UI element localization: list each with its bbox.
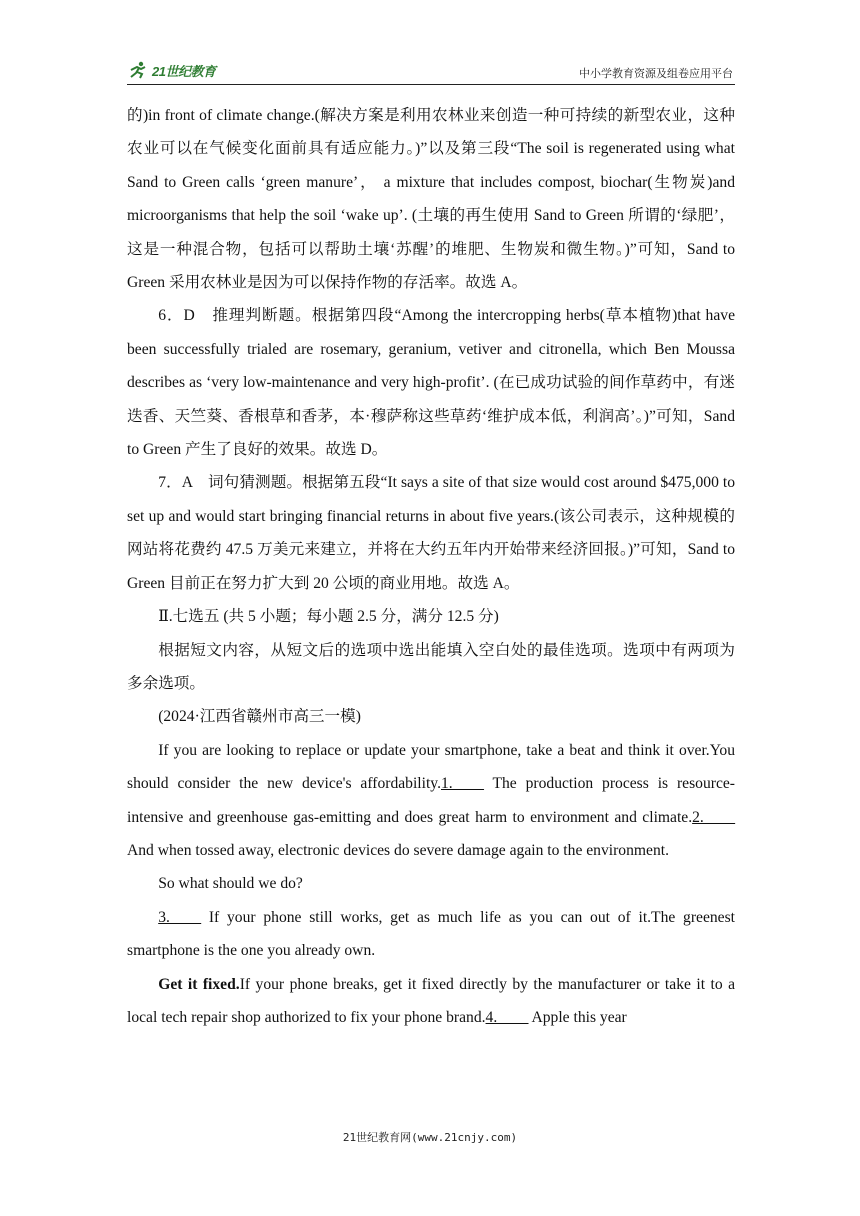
passage-paragraph-1 bbox=[127, 734, 735, 868]
blank-1: 1.____ bbox=[440, 775, 484, 793]
page-header bbox=[127, 58, 735, 85]
site-logo bbox=[127, 60, 215, 80]
passage-paragraph-3 bbox=[127, 901, 735, 968]
blank-3: 3.____ bbox=[158, 908, 202, 926]
blank-2: 2.____ bbox=[692, 808, 735, 826]
paragraph-answer-5-cont: 的)in front of climate change.(解决方案是利用农林业来创造一种可持续的新型农业，这种农业可以在气候变化面前具有适应能力。)”以及第三段“The soil is regenerated using what Sand to Green calls ‘green manure’， a mixture that includes compost, biochar(生物炭)and microorganisms that help the soil ‘wake up’. (土壤的再生使用 Sand to Green 所谓的‘绿肥’，这是一种混合物，包括可以帮助土壤‘苏醒’的堆肥、生物炭和微生物。)”可知，Sand to Green 采用农林业是因为可以保持作物的存活率。故选 A。 bbox=[127, 107, 735, 292]
instructions: 根据短文内容，从短文后的选项中选出能填入空白处的最佳选项。选项中有两项为多余选项。 bbox=[127, 641, 735, 692]
passage-text: If your phone breaks, get it fixed directly by the manufacturer or take it to a local tech repair shop authorized to fix your phone brand. bbox=[127, 975, 735, 1026]
header-platform-name: 中小学教育资源及组卷应用平台 bbox=[579, 67, 733, 80]
passage-text: If your phone still works, get as much life as you can out of it.The greenest smartphone is the one you already own. bbox=[127, 908, 736, 960]
subheading-get-it-fixed: Get it fixed. bbox=[158, 975, 240, 993]
running-figure-icon bbox=[127, 61, 149, 79]
page-footer: 21世纪教育网(www.21cnjy.com) bbox=[342, 1131, 518, 1144]
document-body bbox=[127, 99, 735, 1034]
logo-text: 21世纪教育 bbox=[152, 63, 216, 79]
blank-4: 4.____ bbox=[485, 1008, 529, 1026]
passage-paragraph-4 bbox=[127, 968, 735, 1035]
passage-text: Apple this year bbox=[531, 1008, 627, 1026]
passage-paragraph-2: So what should we do? bbox=[158, 875, 303, 893]
paragraph-answer-6: 6．D 推理判断题。根据第四段“Among the intercropping herbs(草本植物)that have been successfully trialed are rosemary, geranium, vetiver and citronella, which Ben Moussa describes as ‘very low-maintenance and very high-profit’. (在已成功试验的间作草药中，有迷迭香、天竺葵、香根草和香茅，本·穆萨称这些草药‘维护成本低，利润高’。)”可知，Sand to Green 产生了良好的效果。故选 D。 bbox=[127, 307, 735, 459]
paragraph-answer-7: 7．A 词句猜测题。根据第五段“It says a site of that size would cost around $475,000 to set up and would start bringing financial returns in about five years.(该公司表示，这种规模的网站将花费约 47.5 万美元来建立，并将在大约五年内开始带来经济回报。)”可知，Sand to Green 目前正在努力扩大到 20 公顷的商业用地。故选 A。 bbox=[127, 474, 735, 592]
section-heading: Ⅱ.七选五 (共 5 小题；每小题 2.5 分，满分 12.5 分) bbox=[158, 608, 499, 626]
source-note: (2024·江西省赣州市高三一模) bbox=[158, 708, 361, 726]
passage-text: The production process is resource-intensive and greenhouse gas-emitting and does great harm to environment and climate. bbox=[127, 775, 735, 826]
passage-text: If you are looking to replace or update your smartphone, take a beat and think it over.You should consider the new device's affordability. bbox=[127, 741, 735, 793]
passage-text: And when tossed away, electronic devices do severe damage again to the environment. bbox=[127, 841, 669, 859]
